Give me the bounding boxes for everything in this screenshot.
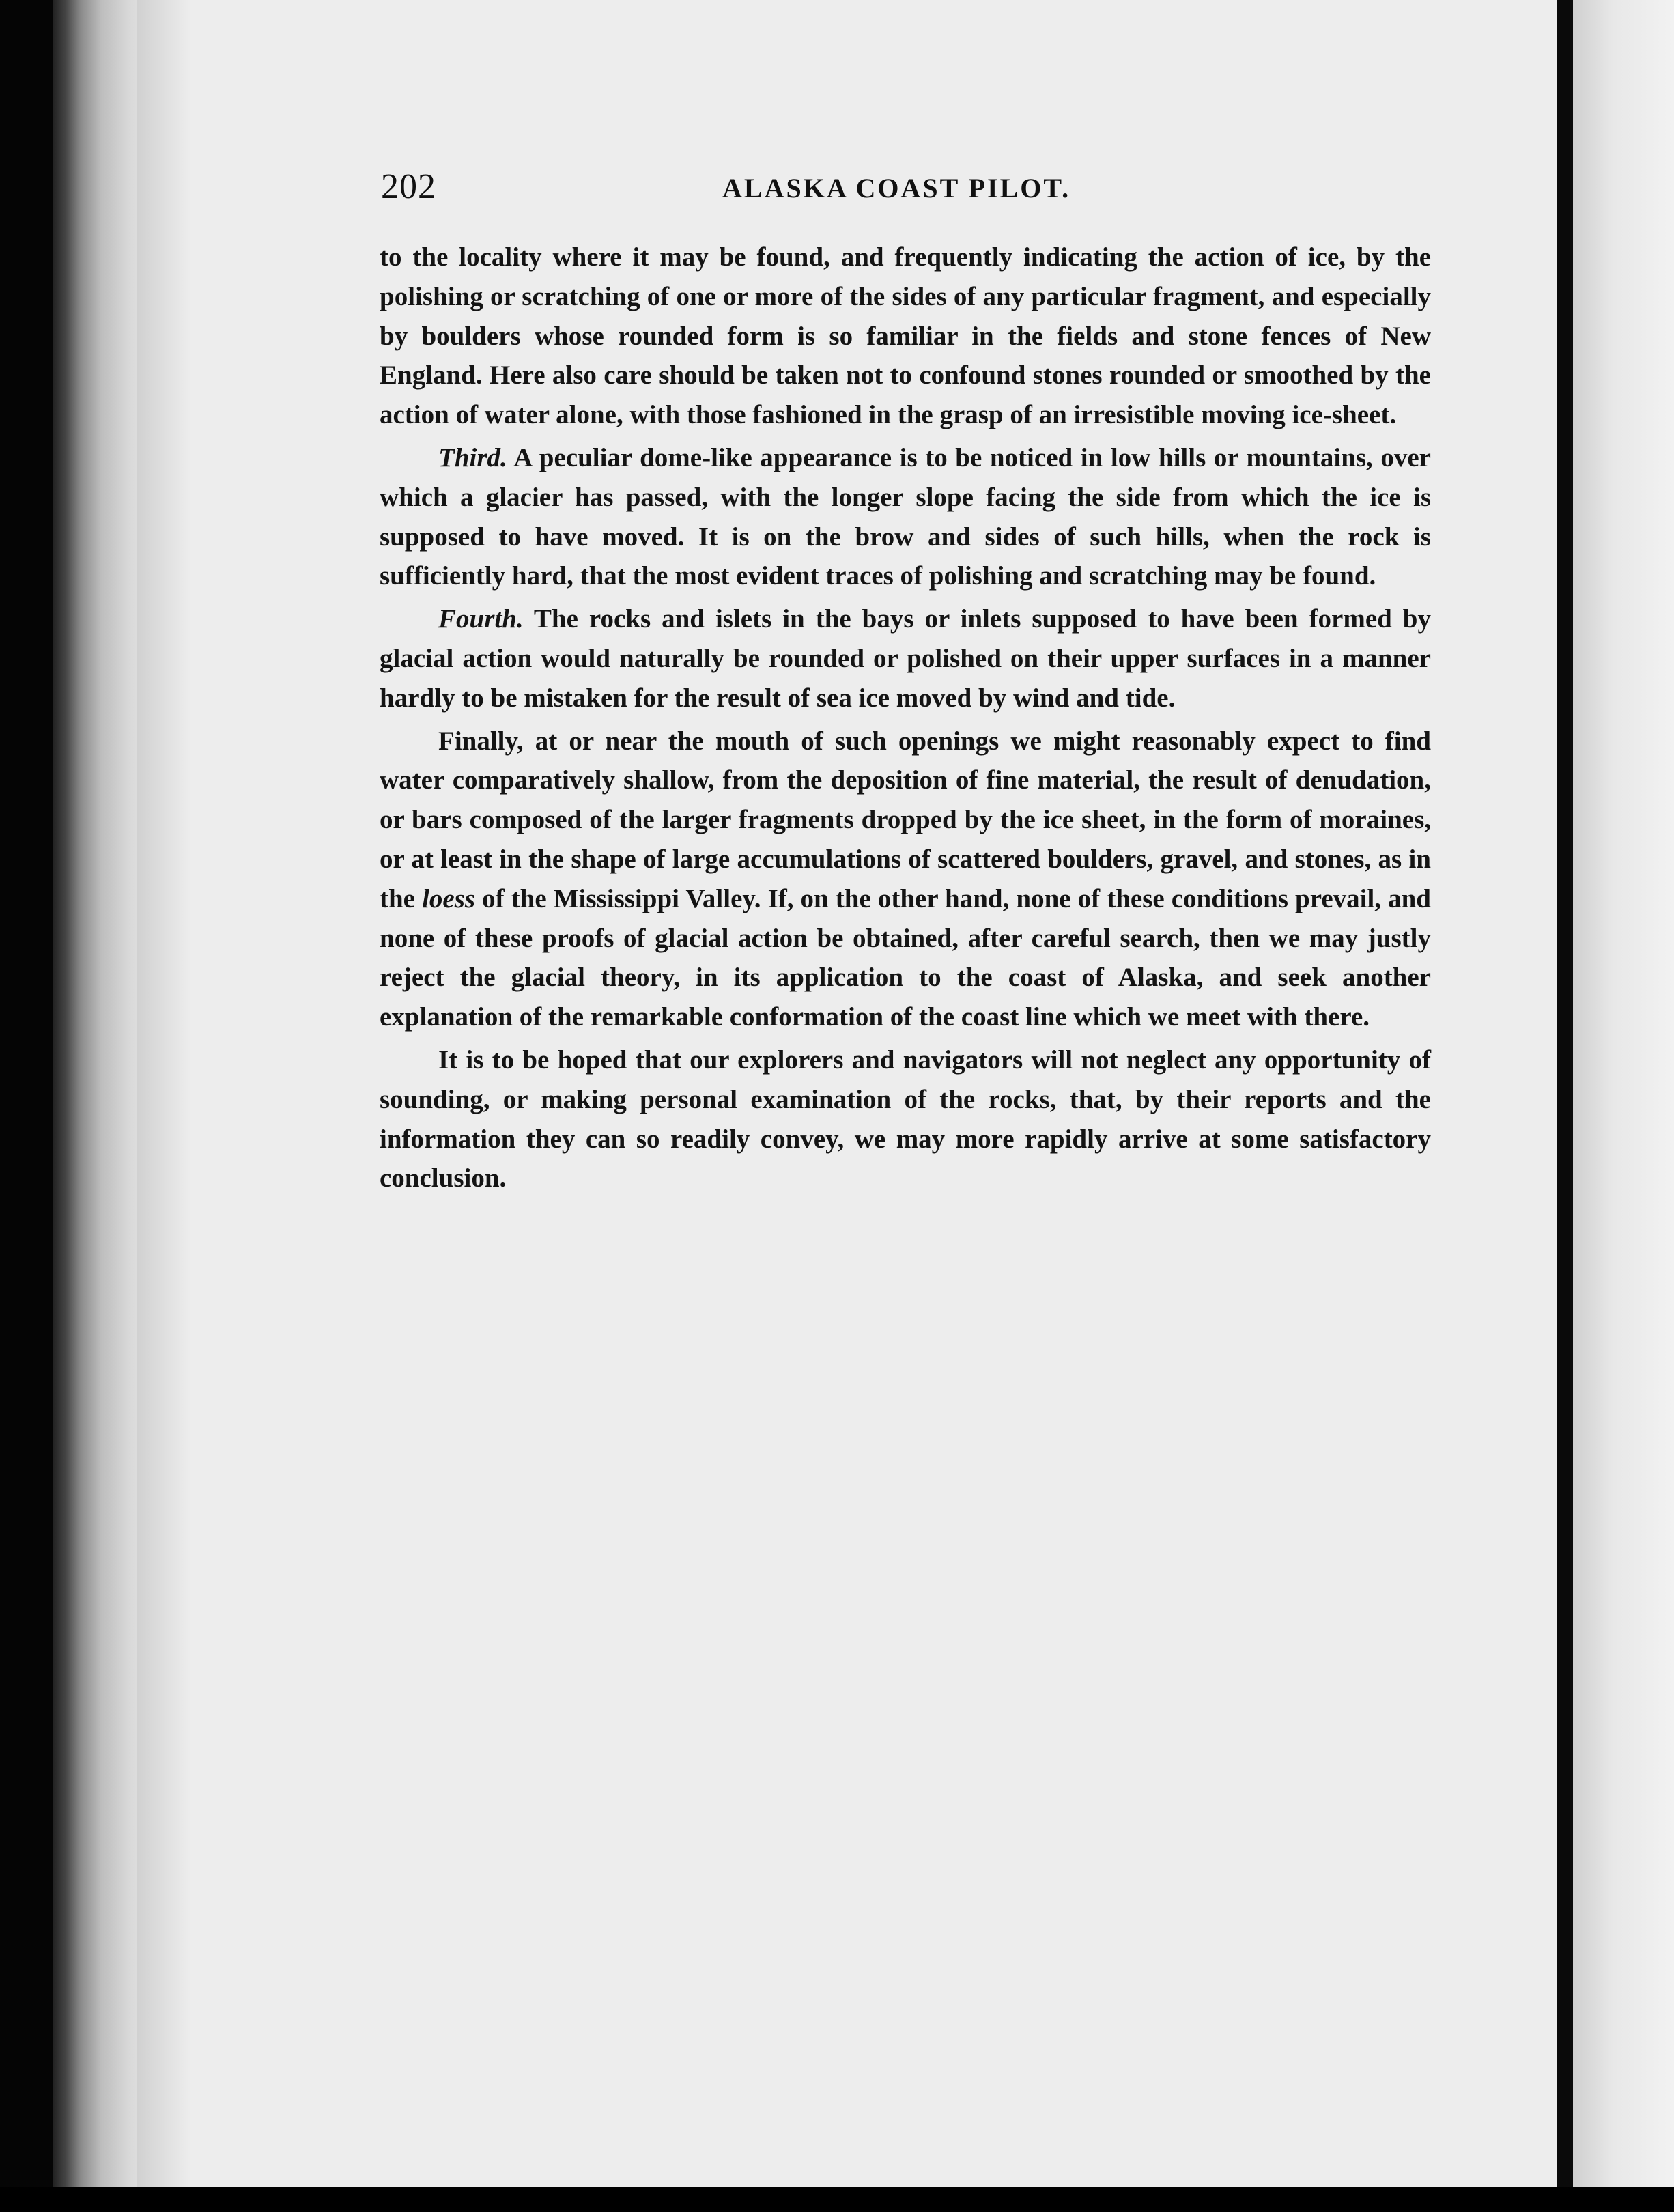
paragraph-text-part-b: of the Mississippi Valley. If, on the other hand, none of these conditions prevail, and none of these proofs of glacial action be obtained, after careful search, then we may justly reject the glacial theory, in its application to the coast of Alaska, and seek another explanation of the remarkable conformation of the coast line which we meet with there. [380, 883, 1431, 1032]
running-title: ALASKA COAST PILOT. [722, 173, 1071, 203]
facing-page-edge [1573, 0, 1674, 2212]
binding-gutter [1557, 0, 1573, 2212]
italic-term-loess: loess [422, 883, 476, 913]
body-text [380, 238, 1431, 1202]
page-number: 202 [381, 167, 436, 206]
paragraph-text: The rocks and islets in the bays or inlets supposed to have been formed by glacial action would naturally be rounded or polished on their upper surfaces in a manner hardly to be mistaken for the result of sea ice moved by wind and tide. [380, 604, 1431, 713]
scan-bottom-border [0, 2187, 1674, 2212]
paragraph-fourth [380, 599, 1431, 718]
paragraph-conclusion [380, 1040, 1431, 1198]
running-head [381, 167, 1439, 214]
paragraph-lead-third: Third. [438, 442, 507, 472]
paragraph-text: It is to be hoped that our explorers and navigators will not neglect any opportunity of sounding, or making personal examination of the rocks, that, by their reports and the information they can so readily convey, we may more rapidly arrive at some satisfactory conclusion. [380, 1045, 1431, 1193]
paragraph-finally [380, 722, 1431, 1037]
page-gutter-shadow [137, 0, 191, 2212]
paragraph-continuation [380, 238, 1431, 435]
paragraph-text: A peculiar dome-like appearance is to be noticed in low hills or mountains, over which a glacier has passed, with the longer slope facing the side from which the ice is supposed to have moved. It is on the brow and sides of such hills, when the rock is sufficiently hard, that the most evident traces of polishing and scratching may be found. [380, 442, 1431, 591]
paragraph-text: to the locality where it may be found, and frequently indicating the action of ice, by the polishing or scratching of one or more of the sides of any particular fragment, and especially by boulders whose rounded form is so familiar in the fields and stone fences of New England. Here also care should be taken not to confound stones rounded or smoothed by the action of water alone, with those fashioned in the grasp of an irresistible moving ice-sheet. [380, 242, 1431, 430]
paragraph-third [380, 438, 1431, 596]
paragraph-lead-fourth: Fourth. [438, 604, 524, 634]
paragraph-text-part-a: Finally, at or near the mouth of such openings we might reasonably expect to find water comparatively shallow, from the deposition of fine material, the result of denudation, or bars composed of the larger fragments dropped by the ice sheet, in the form of moraines, or at least in the shape of large accumulations of scattered boulders, gravel, and stones, as in the [380, 726, 1431, 913]
